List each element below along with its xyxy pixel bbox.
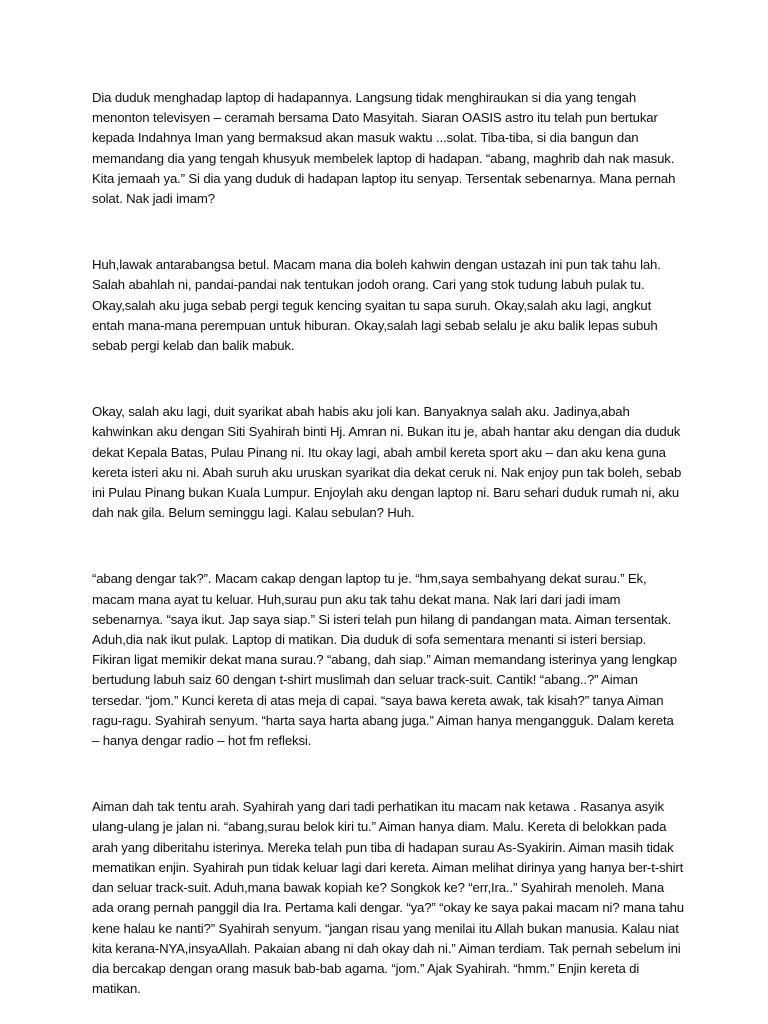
paragraph-5: Aiman dah tak tentu arah. Syahirah yang dari tadi perhatikan itu macam nak ketawa . Rasanya asyik ulang-ulang je jalan ni. “abang,surau belok kiri tu.” Aiman hanya diam. Malu. Kereta di belokkan pada arah yang diberitahu isterinya. Mereka telah pun tiba di hadapan surau As-Syakirin. Aiman masih tidak mematikan enjin. Syahirah pun tidak keluar lagi dari kereta. Aiman melihat dirinya yang hanya ber-t-shirt dan seluar track-suit. Aduh,mana bawak kopiah ke? Songkok ke? “err,Ira..” Syahirah menoleh. Mana ada orang pernah panggil dia Ira. Pertama kali dengar. “ya?” “okay ke saya pakai macam ni? mana tahu kene halau ke nanti?” Syahirah senyum. “jangan risau yang menilai itu Allah bukan manusia. Kalau niat kita kerana-NYA,insyaAllah. Pakaian abang ni dah okay dah ni.” Aiman terdiam. Tak pernah sebelum ini dia bercakap dengan orang masuk bab-bab agama. “jom.” Ajak Syahirah. “hmm.” Enjin kereta di matikan.: [92, 799, 684, 997]
document-page: [92, 88, 684, 999]
paragraph-1: Dia duduk menghadap laptop di hadapannya. Langsung tidak menghiraukan si dia yang tengah menonton televisyen – ceramah bersama Dato Masyitah. Siaran OASIS astro itu telah pun bertukar kepada Indahnya Iman yang bermaksud akan masuk waktu ...solat. Tiba-tiba, si dia bangun dan memandang dia yang tengah khusyuk membelek laptop di hadapan. “abang, maghrib dah nak masuk. Kita jemaah ya.” Si dia yang duduk di hadapan laptop itu senyap. Tersentak sebenarnya. Mana pernah solat. Nak jadi imam?: [92, 90, 676, 207]
paragraph-4: “abang dengar tak?”. Macam cakap dengan laptop tu je. “hm,saya sembahyang dekat surau.” Ek, macam mana ayat tu keluar. Huh,surau pun aku tak tahu dekat mana. Nak lari dari jadi imam sebenarnya. “saya ikut. Jap saya siap.” Si isteri telah pun hilang di pandangan mata. Aiman tersentak. Aduh,dia nak ikut pulak. Laptop di matikan. Dia duduk di sofa sementara menanti si isteri bersiap. Fikiran ligat memikir dekat mana surau.? “abang, dah siap.” Aiman memandang isterinya yang lengkap bertudung labuh saiz 60 dengan t-shirt muslimah dan seluar track-suit. Cantik! “abang..?” Aiman tersedar. “jom.” Kunci kereta di atas meja di capai. “saya bawa kereta awak, tak kisah?” tanya Aiman ragu-ragu. Syahirah senyum. “harta saya harta abang juga.” Aiman hanya mengangguk. Dalam kereta – hanya dengar radio – hot fm refleksi.: [92, 571, 677, 749]
paragraph-2: Huh,lawak antarabangsa betul. Macam mana dia boleh kahwin dengan ustazah ini pun tak tahu lah. Salah abahlah ni, pandai-pandai nak tentukan jodoh orang. Cari yang stok tudung labuh pulak tu. Okay,salah aku juga sebab pergi teguk kencing syaitan tu sapa suruh. Okay,salah aku lagi, angkut entah mana-mana perempuan untuk hiburan. Okay,salah lagi sebab selalu je aku balik lepas subuh sebab pergi kelab dan balik mabuk.: [92, 257, 661, 354]
paragraph-3: Okay, salah aku lagi, duit syarikat abah habis aku joli kan. Banyaknya salah aku. Jadinya,abah kahwinkan aku dengan Siti Syahirah binti Hj. Amran ni. Bukan itu je, abah hantar aku dengan dia duduk dekat Kepala Batas, Pulau Pinang ni. Itu okay lagi, abah ambil kereta sport aku – dan aku kena guna kereta isteri aku ni. Abah suruh aku uruskan syarikat dia dekat ceruk ni. Nak enjoy pun tak boleh, sebab ini Pulau Pinang bukan Kuala Lumpur. Enjoylah aku dengan laptop ni. Baru sehari duduk rumah ni, aku dah nak gila. Belum seminggu lagi. Kalau sebulan? Huh.: [92, 404, 682, 521]
